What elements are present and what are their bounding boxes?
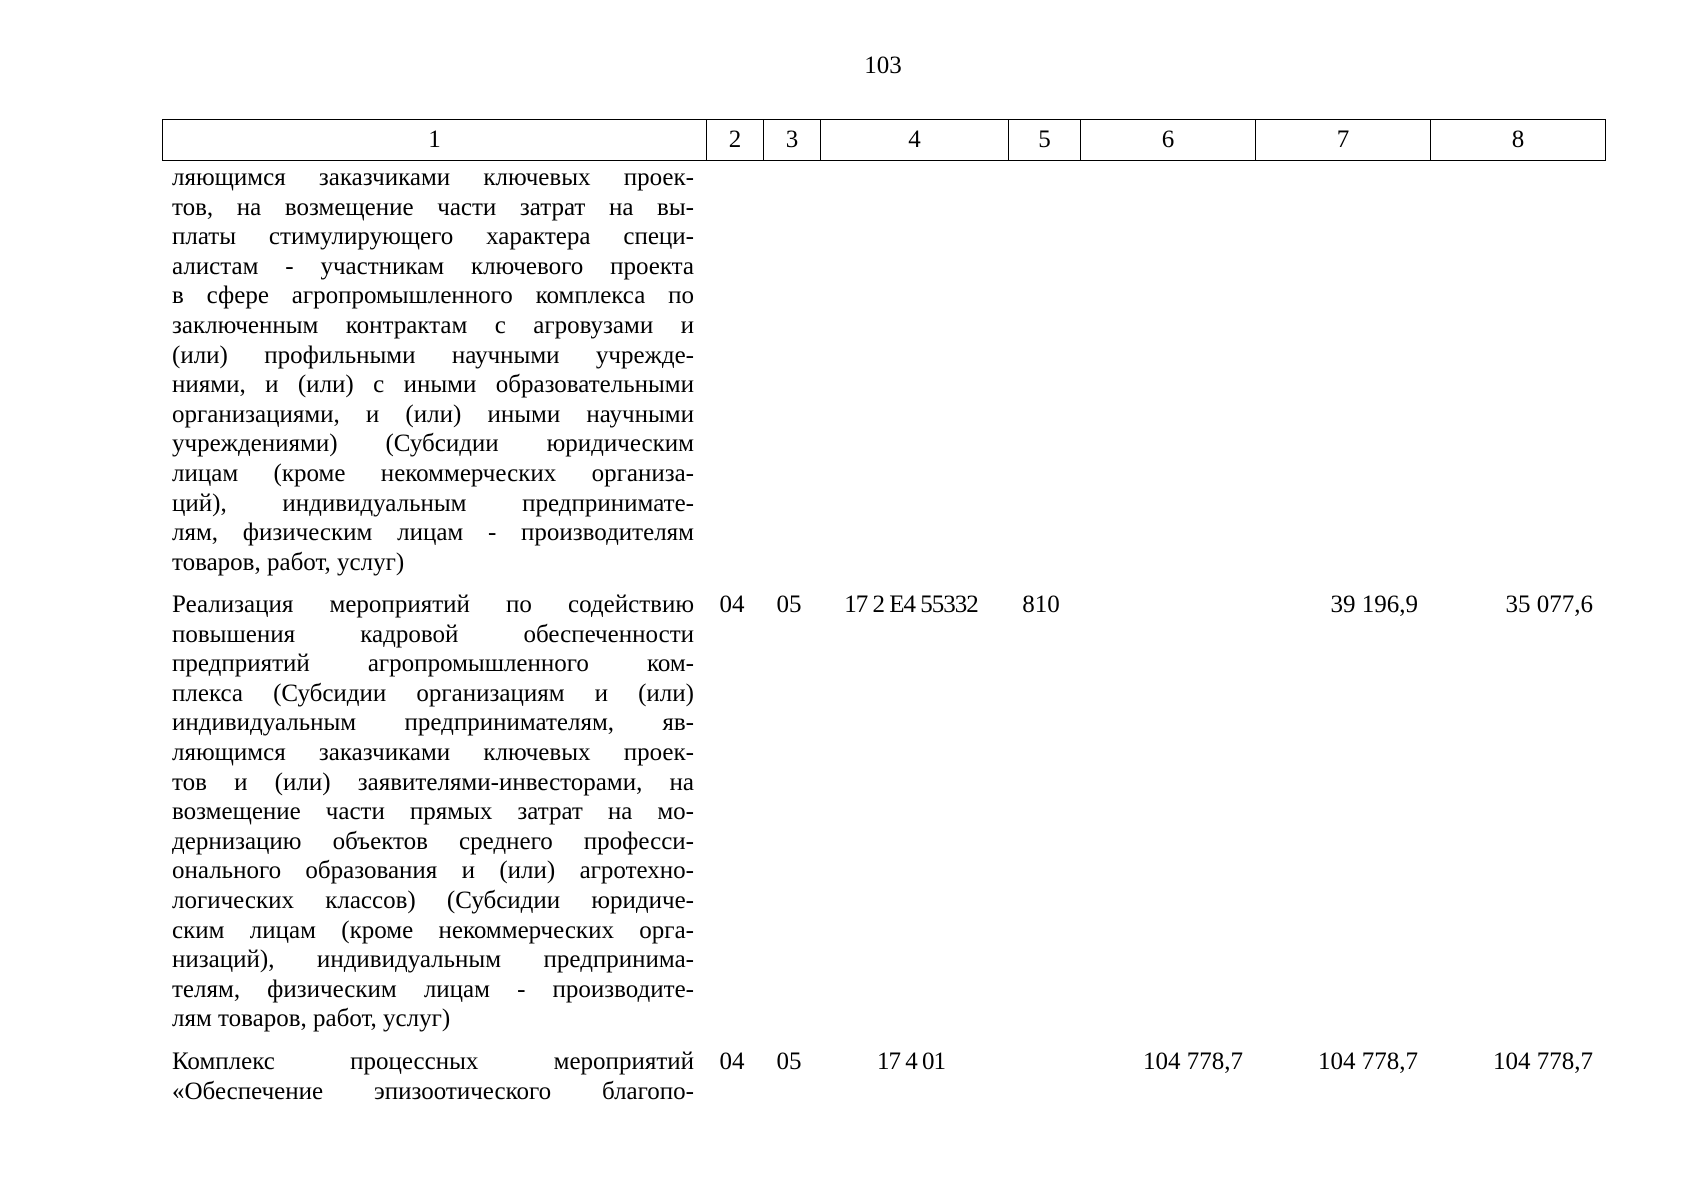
description-line: логических классов) (Субсидии юридиче- — [172, 886, 694, 914]
description-line: Комплекс процессных мероприятий — [172, 1048, 694, 1075]
column-header-4: 4 — [821, 120, 1009, 161]
cell-col-4: 17 2 Е4 55332 — [844, 591, 978, 618]
row-description — [172, 590, 694, 1034]
cell-col-7: 104 778,7 — [1318, 1048, 1418, 1075]
cell-col-5: 810 — [1022, 591, 1060, 618]
cell-col-3: 05 — [776, 591, 802, 618]
description-line: ским лицам (кроме некоммерческих орга- — [172, 916, 694, 944]
column-header-3: 3 — [764, 120, 821, 161]
description-line: алистам - участникам ключевого проекта — [172, 252, 694, 280]
description-line: лям товаров, работ, услуг) — [172, 1005, 451, 1033]
description-line: телям, физическим лицам - производите- — [172, 975, 694, 1003]
cell-col-6: 104 778,7 — [1143, 1048, 1243, 1075]
description-line: тов и (или) заявителями-инвесторами, на — [172, 768, 694, 796]
description-line: ниями, и (или) с иными образовательными — [172, 371, 694, 399]
column-header-2: 2 — [707, 120, 764, 161]
description-line: товаров, работ, услуг) — [172, 548, 405, 576]
description-line: лям, физическим лицам - производителям — [172, 519, 694, 547]
description-line: организациями, и (или) иными научными — [172, 400, 694, 428]
description-line: возмещение части прямых затрат на мо- — [172, 798, 694, 826]
column-header-6: 6 — [1081, 120, 1256, 161]
column-header-1: 1 — [163, 120, 707, 161]
description-line: в сфере агропромышленного комплекса по — [172, 282, 694, 310]
description-line: ляющимся заказчиками ключевых проек- — [172, 738, 694, 766]
description-line: «Обеспечение эпизоотического благопо- — [172, 1077, 694, 1105]
cell-col-2: 04 — [719, 591, 745, 618]
cell-col-4: 17 4 01 — [877, 1048, 945, 1075]
cell-col-8: 35 077,6 — [1505, 591, 1593, 618]
description-line: плекса (Субсидии организациям и (или) — [172, 679, 694, 707]
cell-col-7: 39 196,9 — [1330, 591, 1418, 618]
description-line: (или) профильными научными учрежде- — [172, 341, 694, 369]
description-line: повышения кадровой обеспеченности — [172, 620, 694, 648]
description-line: учреждениями) (Субсидии юридическим — [172, 430, 694, 458]
cell-col-8: 104 778,7 — [1493, 1048, 1593, 1075]
page-number: 103 — [864, 52, 902, 79]
description-line: платы стимулирующего характера специ- — [172, 223, 694, 251]
description-line: лицам (кроме некоммерческих организа- — [172, 459, 694, 487]
description-line: онального образования и (или) агротехно- — [172, 857, 694, 885]
cell-col-2: 04 — [719, 1048, 745, 1075]
description-line: индивидуальным предпринимателям, яв- — [172, 709, 694, 737]
description-line: дернизацию объектов среднего професси- — [172, 827, 694, 855]
row-description — [172, 163, 694, 577]
cell-col-3: 05 — [776, 1048, 802, 1075]
description-line: тов, на возмещение части затрат на вы- — [172, 193, 694, 221]
description-line: предприятий агропромышленного ком- — [172, 650, 694, 678]
column-header-5: 5 — [1009, 120, 1081, 161]
column-header-8: 8 — [1431, 120, 1606, 161]
description-line: заключенным контрактам с агровузами и — [172, 311, 694, 339]
column-header-7: 7 — [1256, 120, 1431, 161]
description-line: Реализация мероприятий по содействию — [172, 591, 694, 618]
column-header-table — [162, 119, 1606, 161]
description-line: низаций), индивидуальным предпринима- — [172, 946, 694, 974]
column-header-row — [163, 120, 1606, 161]
description-line: ций), индивидуальным предпринимате- — [172, 489, 694, 517]
description-line: ляющимся заказчиками ключевых проек- — [172, 164, 694, 191]
row-description — [172, 1047, 694, 1106]
